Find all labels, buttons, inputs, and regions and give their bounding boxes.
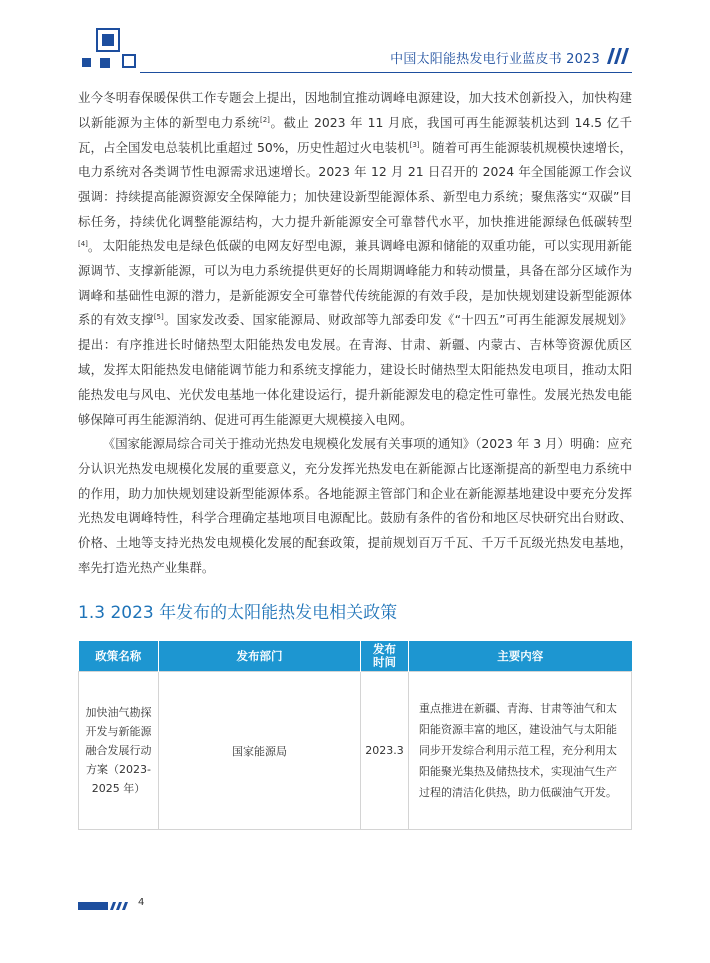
cell-policy-name: 加快油气勘探开发与新能源融合发展行动方案（2023-2025 年） (79, 672, 159, 830)
header-department: 发布部门 (159, 641, 361, 672)
policy-table (78, 641, 632, 830)
paragraph-text: 。随着可再生能源装机规模快速增长，电力系统对各类调节性电源需求迅速增长。2023 年 12 月 21 日召开的 2024 年全国能源工作会议强调：持续提高能源资源安全保障能力；加快建设新型能源体系、新型电力系统；聚焦落实“双碳”目标任务，持续优化调整能源结构，大力提升新能源安全可靠替代水平，加快推进能源绿色低碳转型 (78, 139, 632, 229)
header-policy-name: 政策名称 (79, 641, 159, 672)
citation-ref: [4] (78, 239, 88, 248)
header-release-time-l2: 时间 (373, 655, 396, 669)
citation-ref: [5] (153, 313, 164, 322)
header-squares-decoration (70, 28, 140, 72)
cell-release-time: 2023.3 (361, 672, 409, 830)
cell-main-content: 重点推进在新疆、青海、甘肃等油气和太阳能资源丰富的地区，建设油气与太阳能同步开发综合利用示范工程，充分利用太阳能聚光集热及储热技术，实现油气生产过程的清洁化供热，助力低碳油气开发。 (409, 672, 632, 830)
header-release-time-l1: 发布 (373, 642, 396, 656)
paragraph-text: 。 (87, 238, 101, 254)
body-paragraph-3 (78, 432, 632, 581)
table-header-row (79, 641, 632, 672)
table-row (79, 672, 632, 830)
section-title: 1.3 2023 年发布的太阳能热发电相关政策 (78, 603, 398, 623)
citation-ref: [3] (409, 140, 420, 149)
header-rule (140, 72, 632, 73)
paragraph-text: 。国家发改委、国家能源局、财政部等九部委印发《“十四五”可再生能源发展规划》提出：有序推进长时储热型太阳能热发电发展。在青海、甘肃、新疆、内蒙古、吉林等资源优质区域，发挥太阳能热发电储能调节能力和系统支撑能力，建设长时储热型太阳能热发电项目，推动太阳能热发电与风电、光伏发电基地一体化建设运行，提升新能源发电的稳定性可靠性。发展光热发电能够保障可再生能源消纳、促进可再生能源更大规模接入电网。 (78, 312, 633, 427)
paragraph-text: 。截止 2023 年 11 月底，我国可再生能源装机达到 14.5 亿千瓦，占全国发电总装机比重超过 50%，历史性超过火电装机 (78, 114, 632, 155)
page-number: 4 (138, 897, 145, 908)
body-paragraph-2 (78, 234, 632, 432)
header-main-content: 主要内容 (409, 641, 632, 672)
paragraph-text: 太阳能热发电是绿色低碳的电网友好型电源，兼具调峰电源和储能的双重功能，可以实现用新能源调节、支撑新能源，可以为电力系统提供更好的长周期调峰能力和转动惯量，具备在部分区域作为调峰和基础性电源的潜力，是新能源安全可靠替代传统能源的有效手段，是加快规划建设新型能源体系的有效支撑 (78, 238, 632, 328)
paragraph-text: 业今冬明春保暖保供工作专题会上提出，因地制宜推动调峰电源建设，加大技术创新投入，加快构建以新能源为主体的新型电力系统 (78, 90, 632, 130)
header-slash-marks (604, 47, 630, 65)
cell-department: 国家能源局 (159, 672, 361, 830)
paragraph-text: 《国家能源局综合司关于推动光热发电规模化发展有关事项的通知》（2023 年 3 月）明确：应充分认识光热发电规模化发展的重要意义，充分发挥光热发电在新能源占比逐渐提高的新型电力系统中的作用，助力加快规划建设新型能源体系。各地能源主管部门和企业在新能源基地建设中要充分发挥光热发电调峰特性，科学合理确定基地项目电源配比。鼓励有条件的省份和地区尽快研究出台财政、价格、土地等支持光热发电规模化发展的配套政策，提前规划百万千瓦、千万千瓦级光热发电基地，率先打造光热产业集群。 (78, 436, 632, 575)
header-title: 中国太阳能热发电行业蓝皮书 2023 (390, 52, 600, 67)
header-release-time (361, 641, 409, 672)
footer-stripe-bar (78, 902, 130, 910)
citation-ref: [2] (259, 115, 270, 124)
